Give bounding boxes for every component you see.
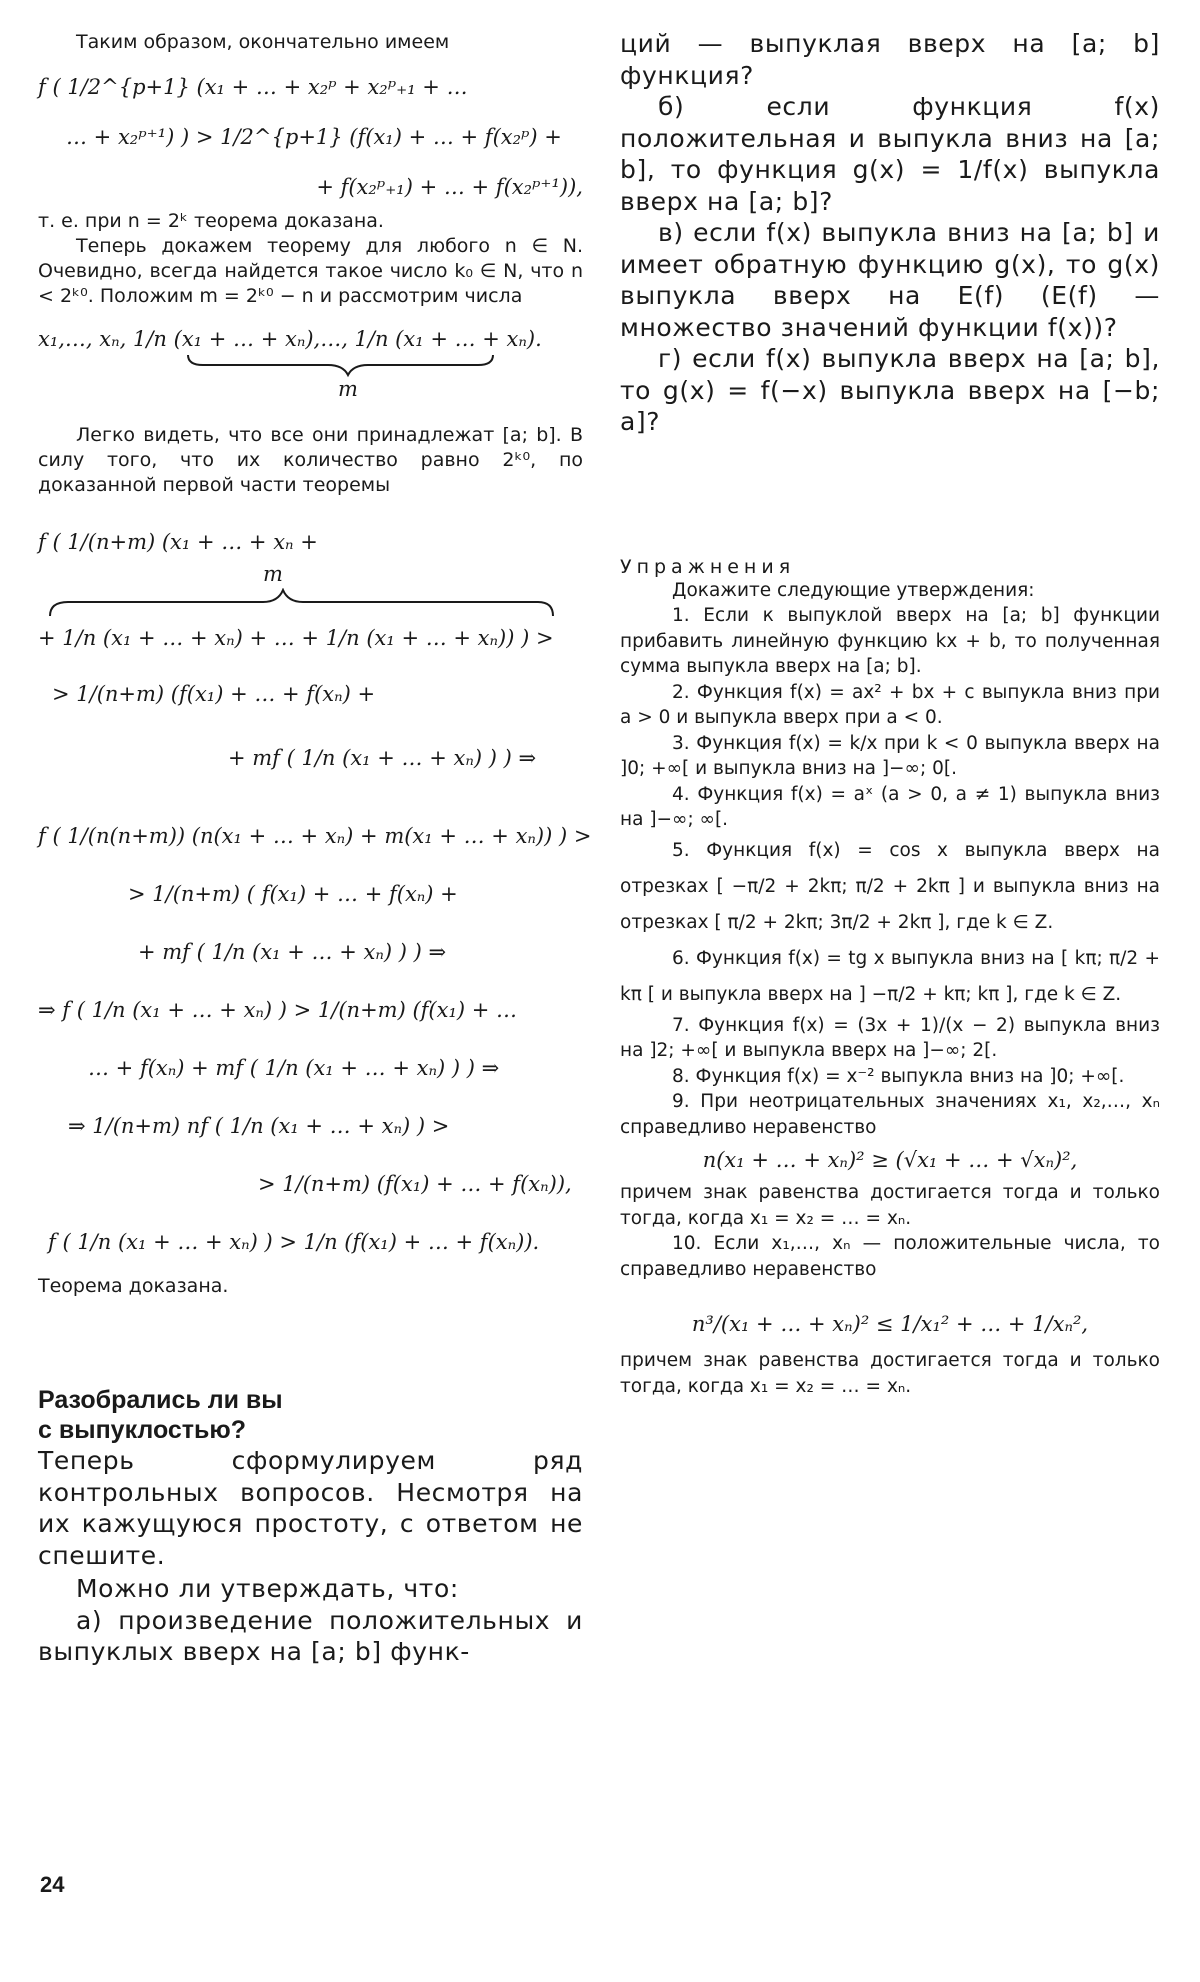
questions-intro-text: Теперь сформулируем ряд контрольных вопросов. Несмотря на их кажущуюся простоту, с ответом не спешите. <box>38 1446 583 1570</box>
exercise-3: 3. Функция f(x) = k/x при k < 0 выпукла вверх на ]0; +∞[ и выпукла вниз на ]−∞; 0[. <box>620 732 1160 779</box>
easy-see-text: Легко видеть, что все они принадлежат [a; b]. В силу того, что их количество равно 2ᵏ⁰, по доказанной первой части теоремы <box>38 424 583 496</box>
formula-line: + f(x₂ᵖ₊₁) + … + f(x₂ᵖ⁺¹)), <box>316 175 583 199</box>
exercise-5: 5. Функция f(x) = cos x выпукла вверх на отрезках [ −π/2 + 2kπ; π/2 + 2kπ ] и выпукла вниз на отрезках [ π/2 + 2kπ; 3π/2 + 2kπ ], где k ∈ Z. <box>620 839 1160 933</box>
exercise-2: 2. Функция f(x) = ax² + bx + c выпукла вниз при a > 0 и выпукла вверх при a < 0. <box>620 681 1160 728</box>
right-column <box>620 28 1160 1399</box>
formula-line: f ( 1/2^{p+1} (x₁ + … + x₂ᵖ + x₂ᵖ₊₁ + … <box>38 75 468 99</box>
numbers-with-brace <box>38 325 583 403</box>
formula-line: + mf ( 1/n (x₁ + … + xₙ) ) ) ⇒ <box>138 940 447 964</box>
formula-line: > 1/(n+m) ( f(x₁) + … + f(xₙ) + <box>128 882 458 906</box>
exercise-10-tail: причем знак равенства достигается тогда и только тогда, когда x₁ = x₂ = … = xₙ. <box>620 1350 1160 1397</box>
exercise-9-formula: n(x₁ + … + xₙ)² ≥ (√x₁ + … + √xₙ)², <box>702 1148 1078 1172</box>
proved-power-text: т. е. при n = 2ᵏ теорема доказана. <box>38 210 384 232</box>
exercise-8: 8. Функция f(x) = x⁻² выпукла вниз на ]0; +∞[. <box>672 1065 1125 1087</box>
formula-line: > 1/(n+m) (f(x₁) + … + f(xₙ) + <box>52 682 376 706</box>
question-a-text: а) произведение положительных и выпуклых вверх на [a; b] функ- <box>38 1605 583 1666</box>
exercise-9: 9. При неотрицательных значениях x₁, x₂,…, xₙ справедливо неравенство <box>620 1091 1160 1138</box>
formula-line: f ( 1/n (x₁ + … + xₙ) ) > 1/n (f(x₁) + … + f(xₙ)). <box>48 1230 540 1254</box>
brace-label: m <box>263 562 283 586</box>
question-d-text: г) если f(x) выпукла вверх на [a; b], то g(x) = f(−x) выпукла вверх на [−b; a]? <box>620 344 1160 436</box>
left-column <box>38 30 592 1668</box>
formula-line: ⇒ 1/(n+m) nf ( 1/n (x₁ + … + xₙ) ) > <box>68 1114 450 1138</box>
exercise-9-tail: причем знак равенства достигается тогда и только тогда, когда x₁ = x₂ = … = xₙ. <box>620 1182 1160 1229</box>
formula-line: ⇒ f ( 1/n (x₁ + … + xₙ) ) > 1/(n+m) (f(x₁) + … <box>38 998 518 1022</box>
theorem-proved-text: Теорема доказана. <box>38 1275 229 1297</box>
formula-line: + mf ( 1/n (x₁ + … + xₙ) ) ) ⇒ <box>228 746 537 770</box>
formula-line: … + x₂ᵖ⁺¹) ) > 1/2^{p+1} (f(x₁) + … + f(x₂ᵖ) + <box>66 125 562 149</box>
exercise-7: 7. Функция f(x) = (3x + 1)/(x − 2) выпукла вниз на ]2; +∞[ и выпукла вверх на ]−∞; 2[. <box>620 1014 1160 1061</box>
formula-line: x₁,…, xₙ, 1/n (x₁ + … + xₙ),…, 1/n (x₁ + … + xₙ). <box>38 327 542 351</box>
question-b-text: б) если функция f(x) положительная и выпукла вниз на [a; b], то функция g(x) = 1/f(x) выпукла вверх на [a; b]? <box>620 92 1160 216</box>
question-a-continued: ций — выпуклая вверх на [a; b] функция? <box>620 29 1160 90</box>
exercise-10: 10. Если x₁,…, xₙ — положительные числа, то справедливо неравенство <box>620 1233 1160 1280</box>
exercise-4: 4. Функция f(x) = aˣ (a > 0, a ≠ 1) выпукла вниз на ]−∞; ∞[. <box>620 783 1160 830</box>
question-c-text: в) если f(x) выпукла вниз на [a; b] и имеет обратную функцию g(x), то g(x) выпукла вверх на E(f) (E(f) — множество значений функции f(x))? <box>620 218 1160 342</box>
formula-line: f ( 1/(n(n+m)) (n(x₁ + … + xₙ) + m(x₁ + … + xₙ)) ) > <box>38 824 592 848</box>
brace-label: m <box>338 377 358 401</box>
formula-line: > 1/(n+m) (f(x₁) + … + f(xₙ)), <box>258 1172 572 1196</box>
formula-line: … + f(xₙ) + mf ( 1/n (x₁ + … + xₙ) ) ) ⇒ <box>88 1056 500 1080</box>
overbrace <box>38 588 583 618</box>
exercises-intro: Докажите следующие утверждения: <box>672 579 1035 601</box>
exercise-1: 1. Если к выпуклой вверх на [a; b] функции прибавить линейную функцию kx + b, то полученная сумма выпукла вверх на [a; b]. <box>620 605 1160 677</box>
formula-line: + 1/n (x₁ + … + xₙ) + … + 1/n (x₁ + … + xₙ)) ) > <box>38 626 554 650</box>
exercise-10-formula: n³/(x₁ + … + xₙ)² ≤ 1/x₁² + … + 1/xₙ², <box>691 1312 1089 1336</box>
section-heading: с выпуклостью? <box>38 1416 247 1444</box>
formula-line: f ( 1/(n+m) (x₁ + … + xₙ + <box>38 530 318 554</box>
can-we-text: Можно ли утверждать, что: <box>76 1574 459 1603</box>
page-number: 24 <box>40 1872 65 1897</box>
section-heading: Разобрались ли вы <box>38 1386 283 1414</box>
intro-text: Таким образом, окончательно имеем <box>76 31 450 53</box>
prove-any-text: Теперь докажем теорему для любого n ∈ N. Очевидно, всегда найдется такое число k₀ ∈ N, что n < 2ᵏ⁰. Положим m = 2ᵏ⁰ − n и рассмотрим числа <box>38 235 583 307</box>
exercises-title: Упражнения <box>620 555 796 578</box>
exercise-6: 6. Функция f(x) = tg x выпукла вниз на [ kπ; π/2 + kπ [ и выпукла вверх на ] −π/2 + kπ; kπ ], где k ∈ Z. <box>620 947 1160 1005</box>
